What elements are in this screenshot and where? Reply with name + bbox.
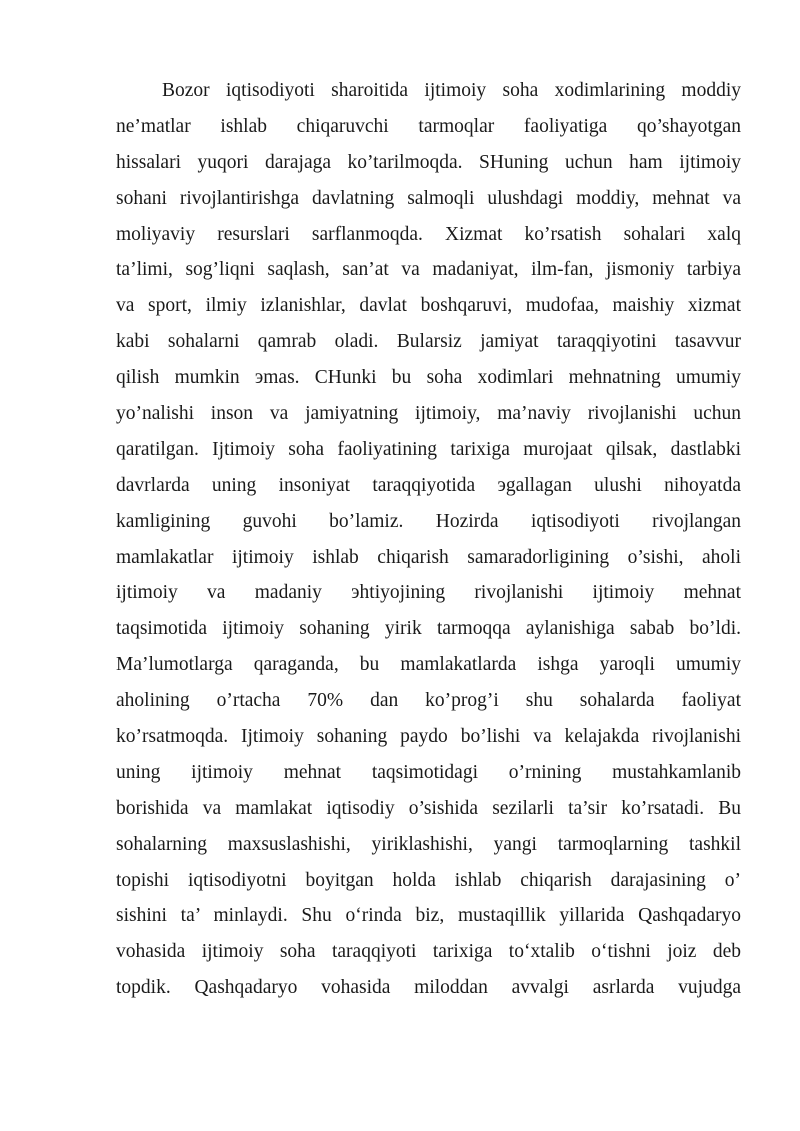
paragraph-line: sohani rivojlantirishga davlatning salmoqli ulushdagi moddiy, mehnat va	[116, 187, 741, 209]
paragraph-line: topishi iqtisodiyotni boyitgan holda ishlab chiqarish darajasining o’	[116, 869, 741, 891]
paragraph-line: hissalari yuqori darajaga ko’tarilmoqda. SHuning uchun ham ijtimoiy	[116, 151, 741, 173]
paragraph-line: Bozor iqtisodiyoti sharoitida ijtimoiy soha xodimlarining moddiy	[162, 80, 741, 101]
paragraph-line: kabi sohalarni qamrab oladi. Bularsiz jamiyat taraqqiyotini tasavvur	[116, 331, 741, 353]
paragraph-line: ta’limi, sog’liqni saqlash, san’at va madaniyat, ilm-fan, jismoniy tarbiya	[116, 259, 741, 281]
paragraph-line: sishini ta’ minlaydi. Shu o‘rinda biz, mustaqillik yillarida Qashqadaryo	[116, 905, 741, 927]
paragraph-line: mamlakatlar ijtimoiy ishlab chiqarish samaradorligining o’sishi, aholi	[116, 546, 741, 568]
paragraph-line: qaratilgan. Ijtimoiy soha faoliyatining tarixiga murojaat qilsak, dastlabki	[116, 438, 741, 460]
paragraph-line: moliyaviy resurslari sarflanmoqda. Xizmat ko’rsatish sohalari xalq	[116, 223, 741, 245]
paragraph-line: uning ijtimoiy mehnat taqsimotidagi o’rnining mustahkamlanib	[116, 761, 741, 783]
paragraph-line: davrlarda uning insoniyat taraqqiyotida эgallagan ulushi nihoyatda	[116, 474, 741, 496]
paragraph-line: ijtimoiy va madaniy эhtiyojining rivojlanishi ijtimoiy mehnat	[116, 582, 741, 604]
paragraph-line: sohalarning maxsuslashishi, yiriklashishi, yangi tarmoqlarning tashkil	[116, 833, 741, 855]
paragraph-line: Ma’lumotlarga qaraganda, bu mamlakatlarda ishga yaroqli umumiy	[116, 654, 741, 676]
paragraph-line: kamligining guvohi bo’lamiz. Hozirda iqtisodiyoti rivojlangan	[116, 510, 741, 532]
paragraph-line: borishida va mamlakat iqtisodiy o’sishida sezilarli ta’sir ko’rsatadi. Bu	[116, 797, 741, 819]
paragraph-line: qilish mumkin эmas. CHunki bu soha xodimlari mehnatning umumiy	[116, 367, 741, 389]
paragraph-line: va sport, ilmiy izlanishlar, davlat boshqaruvi, mudofaa, maishiy xizmat	[116, 295, 741, 317]
paragraph-line: ne’matlar ishlab chiqaruvchi tarmoqlar faoliyatiga qo’shayotgan	[116, 115, 741, 137]
paragraph-line: aholining o’rtacha 70% dan ko’prog’i shu sohalarda faoliyat	[116, 690, 741, 712]
paragraph-line: taqsimotida ijtimoiy sohaning yirik tarmoqqa aylanishiga sabab bo’ldi.	[116, 618, 741, 640]
body-paragraph	[116, 73, 741, 1006]
paragraph-line: vohasida ijtimoiy soha taraqqiyoti tarixiga to‘xtalib o‘tishni joiz deb	[116, 941, 741, 963]
paragraph-line: ko’rsatmoqda. Ijtimoiy sohaning paydo bo’lishi va kelajakda rivojlanishi	[116, 726, 741, 748]
paragraph-line: topdik. Qashqadaryo vohasida miloddan avvalgi asrlarda vujudga	[116, 977, 741, 999]
paragraph-line: yo’nalishi inson va jamiyatning ijtimoiy, ma’naviy rivojlanishi uchun	[116, 403, 741, 425]
